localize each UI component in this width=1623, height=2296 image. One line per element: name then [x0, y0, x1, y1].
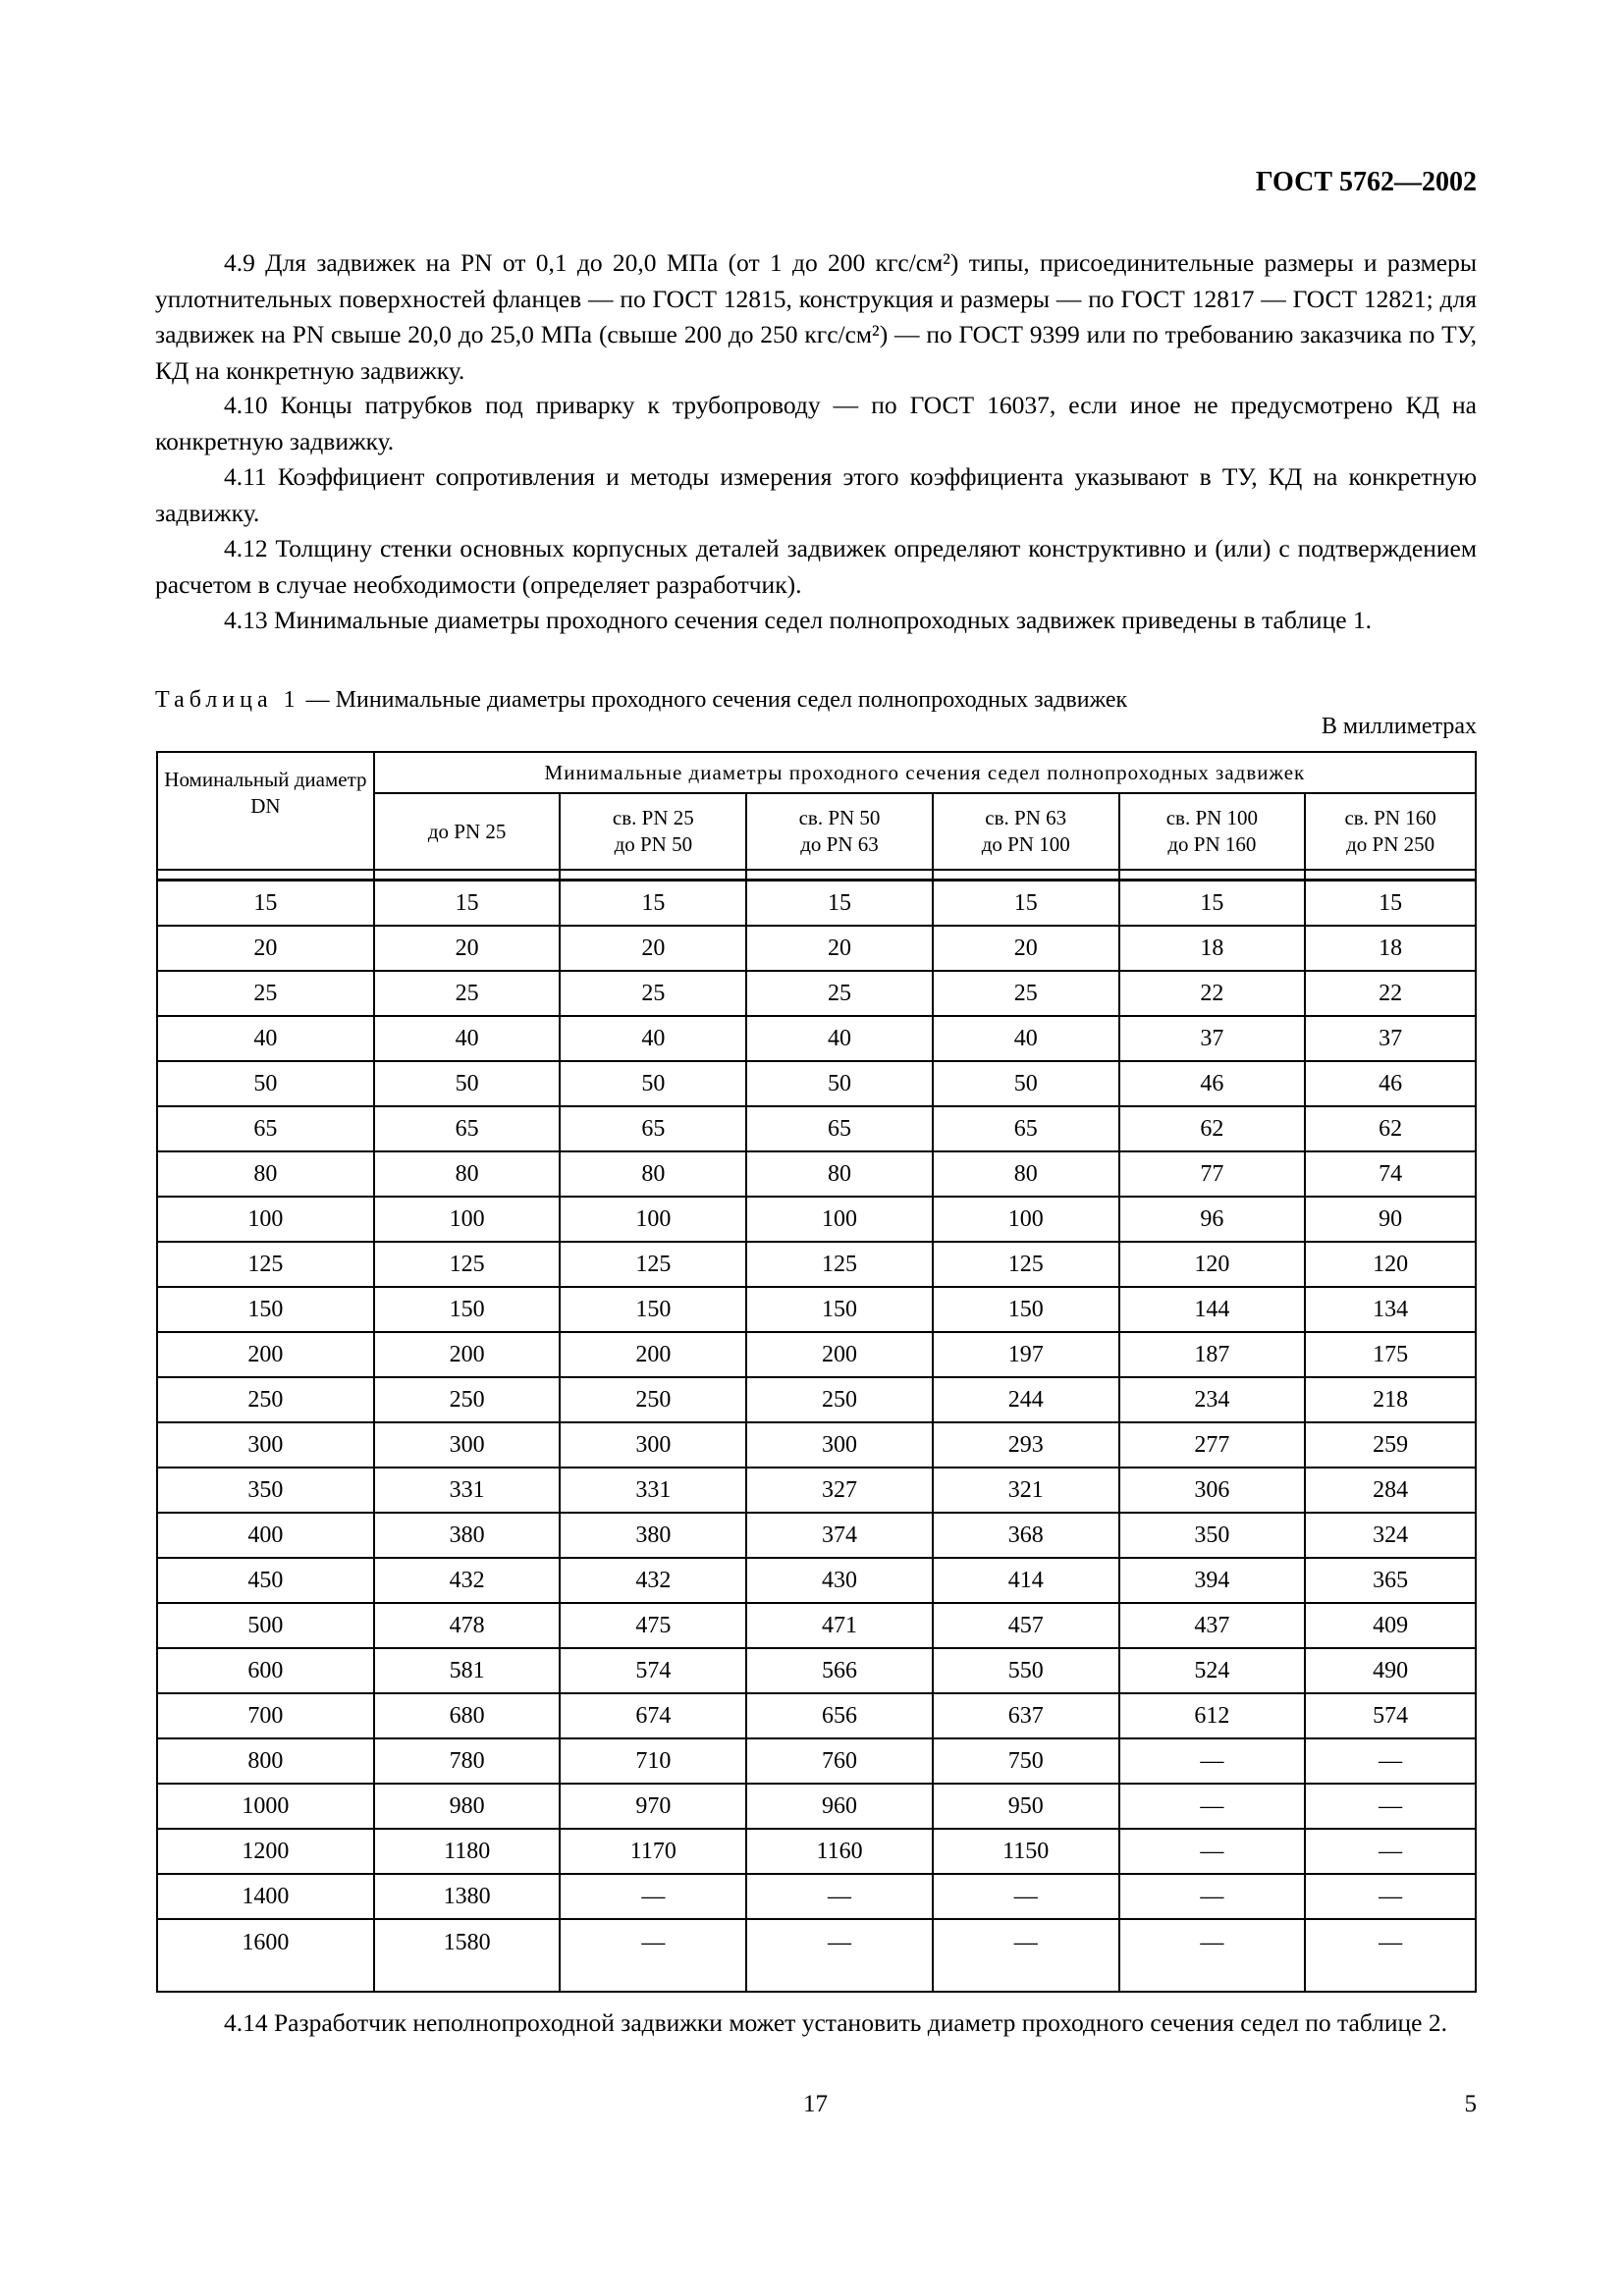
cell-min-diameter: 18 — [1119, 926, 1306, 971]
cell-min-diameter: 120 — [1119, 1242, 1306, 1287]
cell-nominal-diameter: 150 — [157, 1287, 374, 1332]
cell-min-diameter: 574 — [1305, 1693, 1476, 1738]
cell-min-diameter: 22 — [1305, 971, 1476, 1016]
cell-min-diameter: 327 — [746, 1468, 933, 1513]
header-pressure-line: св. PN 63 — [985, 806, 1067, 829]
diameters-table — [156, 751, 1477, 1993]
table-unit: В миллиметрах — [1321, 714, 1477, 739]
cell-min-diameter: 65 — [746, 1106, 933, 1151]
cell-nominal-diameter: 350 — [157, 1468, 374, 1513]
cell-min-diameter: 37 — [1305, 1016, 1476, 1061]
cell-min-diameter: 374 — [746, 1513, 933, 1558]
header-pressure-line: до PN 100 — [981, 832, 1070, 856]
cell-min-diameter: 197 — [933, 1332, 1119, 1377]
cell-min-diameter: 150 — [374, 1287, 561, 1332]
cell-min-diameter: — — [746, 1874, 933, 1919]
cell-min-diameter: 125 — [374, 1242, 561, 1287]
cell-min-diameter: 750 — [933, 1738, 1119, 1784]
cell-nominal-diameter: 1400 — [157, 1874, 374, 1919]
cell-min-diameter: 65 — [933, 1106, 1119, 1151]
cell-nominal-diameter: 15 — [157, 881, 374, 927]
cell-min-diameter: — — [933, 1874, 1119, 1919]
cell-min-diameter: 250 — [374, 1377, 561, 1422]
cell-min-diameter: 394 — [1119, 1558, 1306, 1603]
cell-min-diameter: 200 — [746, 1332, 933, 1377]
cell-min-diameter: 300 — [374, 1422, 561, 1468]
header-pressure-line: св. PN 100 — [1165, 806, 1259, 829]
cell-min-diameter: 100 — [933, 1197, 1119, 1242]
cell-min-diameter: 25 — [374, 971, 561, 1016]
cell-min-diameter: 150 — [560, 1287, 746, 1332]
table-row — [157, 1829, 1476, 1874]
cell-min-diameter: 430 — [746, 1558, 933, 1603]
table-row — [157, 971, 1476, 1016]
table-row — [157, 1197, 1476, 1242]
cell-min-diameter: — — [560, 1919, 746, 1992]
paragraph-4-14: 4.14 Разработчик неполнопроходной задвижки может установить диаметр проходного сечения седел по таблице 2. — [224, 2008, 1447, 2037]
cell-min-diameter: — — [1119, 1874, 1306, 1919]
cell-min-diameter: 478 — [374, 1603, 561, 1648]
cell-min-diameter: 150 — [933, 1287, 1119, 1332]
header-pressure-line: до PN 160 — [1167, 832, 1257, 856]
cell-min-diameter: — — [1305, 1829, 1476, 1874]
cell-min-diameter: 125 — [933, 1242, 1119, 1287]
cell-min-diameter: 65 — [374, 1106, 561, 1151]
cell-min-diameter: — — [1119, 1919, 1306, 1992]
cell-min-diameter: 331 — [374, 1468, 561, 1513]
header-pressure-line: до PN 25 — [427, 819, 507, 843]
cell-min-diameter: 350 — [1119, 1513, 1306, 1558]
cell-min-diameter: — — [1305, 1874, 1476, 1919]
cell-min-diameter: 25 — [560, 971, 746, 1016]
table-row — [157, 1919, 1476, 1992]
cell-min-diameter: — — [933, 1919, 1119, 1992]
cell-nominal-diameter: 300 — [157, 1422, 374, 1468]
cell-min-diameter: 321 — [933, 1468, 1119, 1513]
cell-min-diameter: 306 — [1119, 1468, 1306, 1513]
cell-min-diameter: — — [560, 1874, 746, 1919]
cell-min-diameter: — — [1305, 1919, 1476, 1992]
table-row — [157, 1468, 1476, 1513]
cell-nominal-diameter: 25 — [157, 971, 374, 1016]
paragraph-4-10: 4.10 Концы патрубков под приварку к трубопроводу — по ГОСТ 16037, если иное не предусмотрено КД на конкретную задвижку. — [155, 391, 1477, 455]
cell-min-diameter: 77 — [1119, 1151, 1306, 1197]
cell-nominal-diameter: 450 — [157, 1558, 374, 1603]
header-pressure-line: св. PN 160 — [1344, 806, 1436, 829]
cell-min-diameter: — — [746, 1919, 933, 1992]
cell-min-diameter: 134 — [1305, 1287, 1476, 1332]
cell-min-diameter: 432 — [374, 1558, 561, 1603]
cell-min-diameter: 20 — [933, 926, 1119, 971]
cell-min-diameter: 331 — [560, 1468, 746, 1513]
header-pressure-range — [560, 793, 746, 870]
table-row — [157, 1693, 1476, 1738]
cell-min-diameter: 187 — [1119, 1332, 1306, 1377]
cell-min-diameter: 125 — [560, 1242, 746, 1287]
header-pressure-range — [933, 793, 1119, 870]
cell-min-diameter: 244 — [933, 1377, 1119, 1422]
cell-min-diameter: 40 — [374, 1016, 561, 1061]
cell-min-diameter: 40 — [746, 1016, 933, 1061]
cell-nominal-diameter: 400 — [157, 1513, 374, 1558]
cell-min-diameter: 20 — [746, 926, 933, 971]
table-row — [157, 1648, 1476, 1693]
cell-min-diameter: 612 — [1119, 1693, 1306, 1738]
cell-min-diameter: 1380 — [374, 1874, 561, 1919]
paragraph-4-13: 4.13 Минимальные диаметры проходного сечения седел полнопроходных задвижек приведены в таблице 1. — [224, 606, 1373, 634]
cell-min-diameter: 259 — [1305, 1422, 1476, 1468]
header-pressure-range — [374, 793, 561, 870]
cell-nominal-diameter: 1600 — [157, 1919, 374, 1992]
cell-nominal-diameter: 125 — [157, 1242, 374, 1287]
cell-nominal-diameter: 20 — [157, 926, 374, 971]
cell-min-diameter: — — [1119, 1829, 1306, 1874]
cell-min-diameter: 710 — [560, 1738, 746, 1784]
cell-nominal-diameter: 80 — [157, 1151, 374, 1197]
cell-min-diameter: 40 — [560, 1016, 746, 1061]
cell-min-diameter: 144 — [1119, 1287, 1306, 1332]
table-row — [157, 1332, 1476, 1377]
table-row — [157, 926, 1476, 971]
cell-min-diameter: 980 — [374, 1784, 561, 1829]
cell-nominal-diameter: 65 — [157, 1106, 374, 1151]
cell-min-diameter: 409 — [1305, 1603, 1476, 1648]
cell-min-diameter: 175 — [1305, 1332, 1476, 1377]
cell-min-diameter: — — [1305, 1738, 1476, 1784]
cell-min-diameter: 1170 — [560, 1829, 746, 1874]
cell-nominal-diameter: 40 — [157, 1016, 374, 1061]
cell-min-diameter: 432 — [560, 1558, 746, 1603]
cell-min-diameter: 1580 — [374, 1919, 561, 1992]
cell-min-diameter: 300 — [746, 1422, 933, 1468]
table-row — [157, 1513, 1476, 1558]
cell-min-diameter: 437 — [1119, 1603, 1306, 1648]
cell-min-diameter: 566 — [746, 1648, 933, 1693]
cell-min-diameter: 80 — [560, 1151, 746, 1197]
cell-min-diameter: 234 — [1119, 1377, 1306, 1422]
cell-nominal-diameter: 600 — [157, 1648, 374, 1693]
cell-min-diameter: 80 — [374, 1151, 561, 1197]
cell-min-diameter: 475 — [560, 1603, 746, 1648]
cell-min-diameter: 80 — [933, 1151, 1119, 1197]
cell-min-diameter: 15 — [746, 881, 933, 927]
cell-min-diameter: 218 — [1305, 1377, 1476, 1422]
cell-nominal-diameter: 250 — [157, 1377, 374, 1422]
cell-min-diameter: 250 — [746, 1377, 933, 1422]
cell-min-diameter: 20 — [374, 926, 561, 971]
table-row — [157, 1242, 1476, 1287]
cell-min-diameter: 200 — [560, 1332, 746, 1377]
cell-min-diameter: 50 — [374, 1061, 561, 1106]
cell-min-diameter: 62 — [1119, 1106, 1306, 1151]
cell-min-diameter: 324 — [1305, 1513, 1476, 1558]
cell-min-diameter: 656 — [746, 1693, 933, 1738]
table-row — [157, 1151, 1476, 1197]
cell-min-diameter: 780 — [374, 1738, 561, 1784]
cell-min-diameter: 250 — [560, 1377, 746, 1422]
cell-min-diameter: 365 — [1305, 1558, 1476, 1603]
cell-min-diameter: 50 — [933, 1061, 1119, 1106]
header-pressure-range — [746, 793, 933, 870]
cell-nominal-diameter: 500 — [157, 1603, 374, 1648]
header-pressure-line: до PN 63 — [800, 832, 879, 856]
table-row — [157, 1874, 1476, 1919]
table-row — [157, 1061, 1476, 1106]
cell-min-diameter: 284 — [1305, 1468, 1476, 1513]
cell-min-diameter: 300 — [560, 1422, 746, 1468]
cell-min-diameter: 380 — [560, 1513, 746, 1558]
table-row — [157, 1603, 1476, 1648]
cell-min-diameter: 471 — [746, 1603, 933, 1648]
cell-min-diameter: 524 — [1119, 1648, 1306, 1693]
cell-min-diameter: 62 — [1305, 1106, 1476, 1151]
cell-nominal-diameter: 800 — [157, 1738, 374, 1784]
page-number: 5 — [1464, 2091, 1477, 2117]
cell-min-diameter: 1150 — [933, 1829, 1119, 1874]
cell-min-diameter: 25 — [746, 971, 933, 1016]
cell-min-diameter: 414 — [933, 1558, 1119, 1603]
cell-min-diameter: 960 — [746, 1784, 933, 1829]
paragraph-4-11: 4.11 Коэффициент сопротивления и методы измерения этого коэффициента указывают в ТУ, КД на конкретную задвижку. — [155, 462, 1477, 527]
header-pressure-range — [1119, 793, 1306, 870]
table-row — [157, 1377, 1476, 1422]
cell-min-diameter: 674 — [560, 1693, 746, 1738]
center-number: 17 — [803, 2091, 828, 2117]
cell-min-diameter: 368 — [933, 1513, 1119, 1558]
cell-min-diameter: 15 — [1119, 881, 1306, 927]
cell-min-diameter: 25 — [933, 971, 1119, 1016]
table-row — [157, 1422, 1476, 1468]
cell-min-diameter: — — [1119, 1784, 1306, 1829]
table-row — [157, 1558, 1476, 1603]
cell-min-diameter: 50 — [560, 1061, 746, 1106]
cell-min-diameter: 74 — [1305, 1151, 1476, 1197]
cell-min-diameter: 581 — [374, 1648, 561, 1693]
cell-nominal-diameter: 200 — [157, 1332, 374, 1377]
cell-min-diameter: 46 — [1305, 1061, 1476, 1106]
cell-min-diameter: 40 — [933, 1016, 1119, 1061]
header-pressure-range — [1305, 793, 1476, 870]
cell-min-diameter: 380 — [374, 1513, 561, 1558]
cell-min-diameter: 970 — [560, 1784, 746, 1829]
table-caption — [155, 687, 1127, 714]
table-caption-label: Таблица 1 — [155, 687, 300, 713]
cell-min-diameter: 293 — [933, 1422, 1119, 1468]
header-pressure-line: св. PN 50 — [798, 806, 881, 829]
table-row — [157, 1784, 1476, 1829]
cell-nominal-diameter: 50 — [157, 1061, 374, 1106]
document-header: ГОСТ 5762—2002 — [1255, 167, 1477, 197]
cell-min-diameter: — — [1119, 1738, 1306, 1784]
cell-min-diameter: 37 — [1119, 1016, 1306, 1061]
cell-min-diameter: 950 — [933, 1784, 1119, 1829]
cell-min-diameter: 20 — [560, 926, 746, 971]
header-pressure-line: св. PN 25 — [612, 806, 694, 829]
cell-min-diameter: 15 — [374, 881, 561, 927]
cell-min-diameter: 15 — [933, 881, 1119, 927]
cell-min-diameter: 65 — [560, 1106, 746, 1151]
cell-min-diameter: 46 — [1119, 1061, 1306, 1106]
cell-nominal-diameter: 700 — [157, 1693, 374, 1738]
cell-min-diameter: 1180 — [374, 1829, 561, 1874]
table-caption-text: — Минимальные диаметры проходного сечения седел полнопроходных задвижек — [299, 687, 1128, 713]
header-nominal-diameter: Номинальный диаметр DN — [157, 752, 374, 870]
cell-min-diameter: 100 — [560, 1197, 746, 1242]
cell-nominal-diameter: 1000 — [157, 1784, 374, 1829]
cell-min-diameter: 50 — [746, 1061, 933, 1106]
cell-min-diameter: 15 — [560, 881, 746, 927]
cell-min-diameter: 637 — [933, 1693, 1119, 1738]
cell-min-diameter: 1160 — [746, 1829, 933, 1874]
table-row — [157, 881, 1476, 927]
cell-min-diameter: 18 — [1305, 926, 1476, 971]
cell-min-diameter: 80 — [746, 1151, 933, 1197]
header-pressure-line: до PN 50 — [614, 832, 693, 856]
cell-min-diameter: 550 — [933, 1648, 1119, 1693]
header-pressure-line: до PN 250 — [1346, 832, 1435, 856]
table-row — [157, 1106, 1476, 1151]
table-row — [157, 1287, 1476, 1332]
cell-min-diameter: 200 — [374, 1332, 561, 1377]
cell-min-diameter: 680 — [374, 1693, 561, 1738]
table-row — [157, 1016, 1476, 1061]
cell-min-diameter: 15 — [1305, 881, 1476, 927]
cell-min-diameter: 100 — [746, 1197, 933, 1242]
header-group: Минимальные диаметры проходного сечения седел полнопроходных задвижек — [374, 752, 1476, 793]
cell-min-diameter: 490 — [1305, 1648, 1476, 1693]
cell-nominal-diameter: 100 — [157, 1197, 374, 1242]
cell-min-diameter: 457 — [933, 1603, 1119, 1648]
cell-nominal-diameter: 1200 — [157, 1829, 374, 1874]
cell-min-diameter: 100 — [374, 1197, 561, 1242]
cell-min-diameter: 574 — [560, 1648, 746, 1693]
cell-min-diameter: — — [1305, 1784, 1476, 1829]
cell-min-diameter: 90 — [1305, 1197, 1476, 1242]
cell-min-diameter: 150 — [746, 1287, 933, 1332]
cell-min-diameter: 22 — [1119, 971, 1306, 1016]
cell-min-diameter: 96 — [1119, 1197, 1306, 1242]
paragraph-4-12: 4.12 Толщину стенки основных корпусных деталей задвижек определяют конструктивно и (или) с подтверждением расчетом в случае необходимости (определяет разработчик). — [155, 534, 1477, 599]
paragraph-4-9: 4.9 Для задвижек на PN от 0,1 до 20,0 МПа (от 1 до 200 кгс/см²) типы, присоединительные размеры и размеры уплотнительных поверхностей фланцев — по ГОСТ 12815, конструкция и размеры — по ГОСТ 12817 — ГОСТ 12821; для задвижек на PN свыше 20,0 до 25,0 МПа (свыше 200 до 250 кгс/см²) — по ГОСТ 9399 или по требованию заказчика по ТУ, КД на конкретную задвижку. — [155, 248, 1477, 385]
cell-min-diameter: 277 — [1119, 1422, 1306, 1468]
table-row — [157, 1738, 1476, 1784]
cell-min-diameter: 125 — [746, 1242, 933, 1287]
cell-min-diameter: 120 — [1305, 1242, 1476, 1287]
cell-min-diameter: 760 — [746, 1738, 933, 1784]
